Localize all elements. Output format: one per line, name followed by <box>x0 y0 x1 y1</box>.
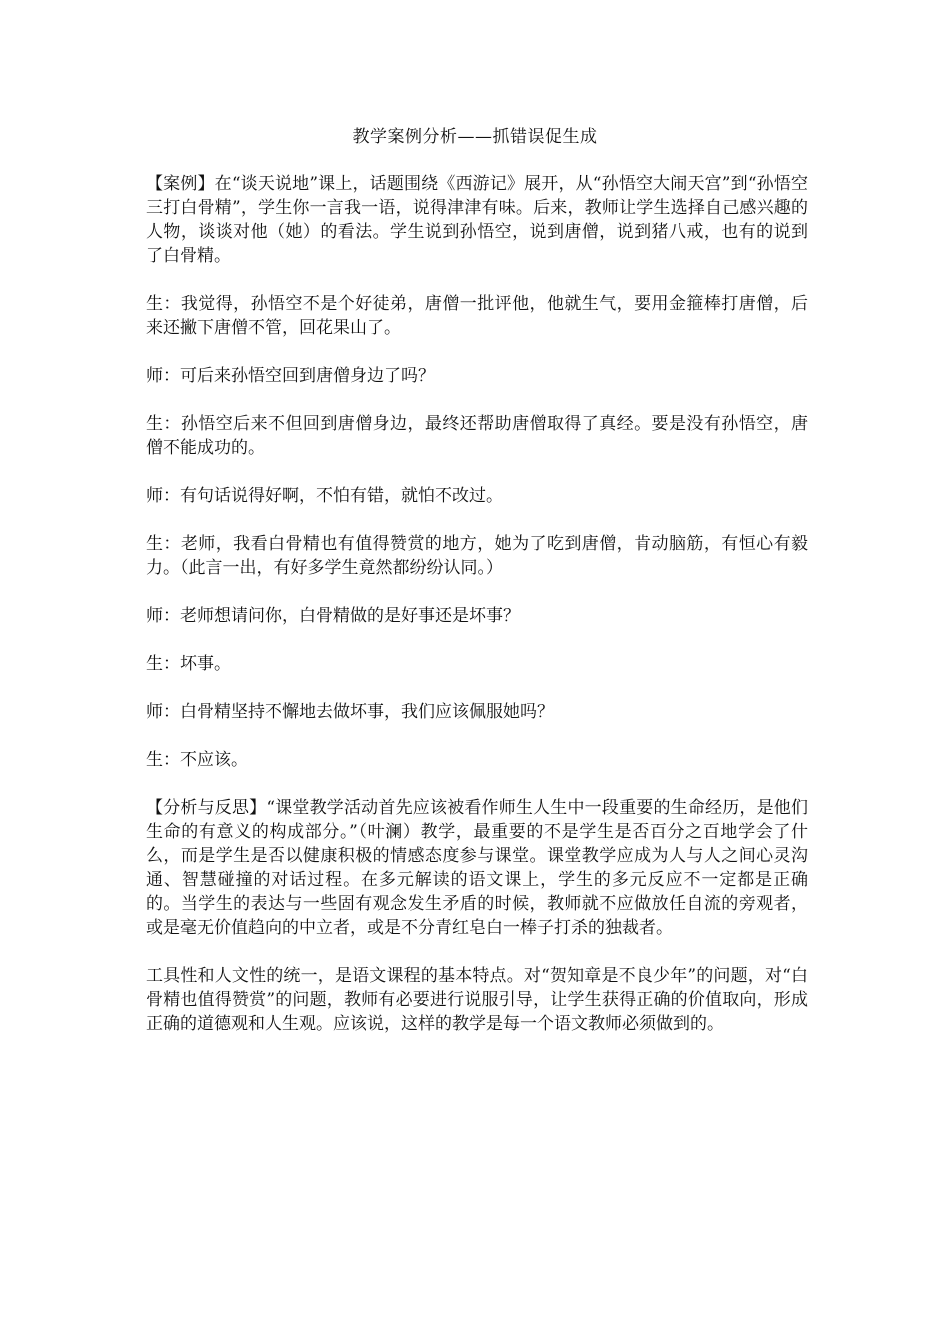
paragraph-dialogue: 生：坏事。 <box>146 654 231 674</box>
paragraph-conclusion: 工具性和人文性的统一，是语文课程的基本特点。对“贺知章是不良少年”的问题，对“白骨精也值得赞赏”的问题，教师有必要进行说服引导，让学生获得正确的价值取向，形成正确的道德观和人生观。应该说，这样的教学是每一个语文教师必须做到的。 <box>146 966 808 1034</box>
paragraph-dialogue: 生：我觉得，孙悟空不是个好徒弟，唐僧一批评他，他就生气，要用金箍棒打唐僧，后来还撇下唐僧不管，回花果山了。 <box>146 294 808 338</box>
document-body <box>146 172 808 1060</box>
paragraph-dialogue: 师：白骨精坚持不懈地去做坏事，我们应该佩服她吗？ <box>146 702 554 722</box>
paragraph-dialogue: 生：老师，我看白骨精也有值得赞赏的地方，她为了吃到唐僧，肯动脑筋，有恒心有毅力。（此言一出，有好多学生竟然都纷纷认同。） <box>146 534 808 578</box>
paragraph-dialogue: 生：孙悟空后来不但回到唐僧身边，最终还帮助唐僧取得了真经。要是没有孙悟空，唐僧不能成功的。 <box>146 414 808 458</box>
paragraph-dialogue: 师：有句话说得好啊，不怕有错，就怕不改过。 <box>146 486 503 506</box>
paragraph-dialogue: 师：可后来孙悟空回到唐僧身边了吗？ <box>146 366 435 386</box>
document-title: 教学案例分析——抓错误促生成 <box>352 127 598 147</box>
paragraph-case-intro: 【案例】在“谈天说地”课上，话题围绕《西游记》展开，从“孙悟空大闹天宫”到“孙悟空三打白骨精”，学生你一言我一语，说得津津有味。后来，教师让学生选择自己感兴趣的人物，谈谈对他（她）的看法。学生说到孙悟空，说到唐僧，说到猪八戒，也有的说到了白骨精。 <box>146 174 808 266</box>
paragraph-dialogue: 师：老师想请问你，白骨精做的是好事还是坏事？ <box>146 606 520 626</box>
paragraph-dialogue: 生：不应该。 <box>146 750 248 770</box>
paragraph-analysis: 【分析与反思】“课堂教学活动首先应该被看作师生人生中一段重要的生命经历，是他们生命的有意义的构成部分。”（叶澜）教学，最重要的不是学生是否百分之百地学会了什么，而是学生是否以健康积极的情感态度参与课堂。课堂教学应成为人与人之间心灵沟通、智慧碰撞的对话过程。在多元解读的语文课上，学生的多元反应不一定都是正确的。当学生的表达与一些固有观念发生矛盾的时候，教师就不应做放任自流的旁观者，或是毫无价值趋向的中立者，或是不分青红皂白一棒子打杀的独裁者。 <box>146 798 808 938</box>
